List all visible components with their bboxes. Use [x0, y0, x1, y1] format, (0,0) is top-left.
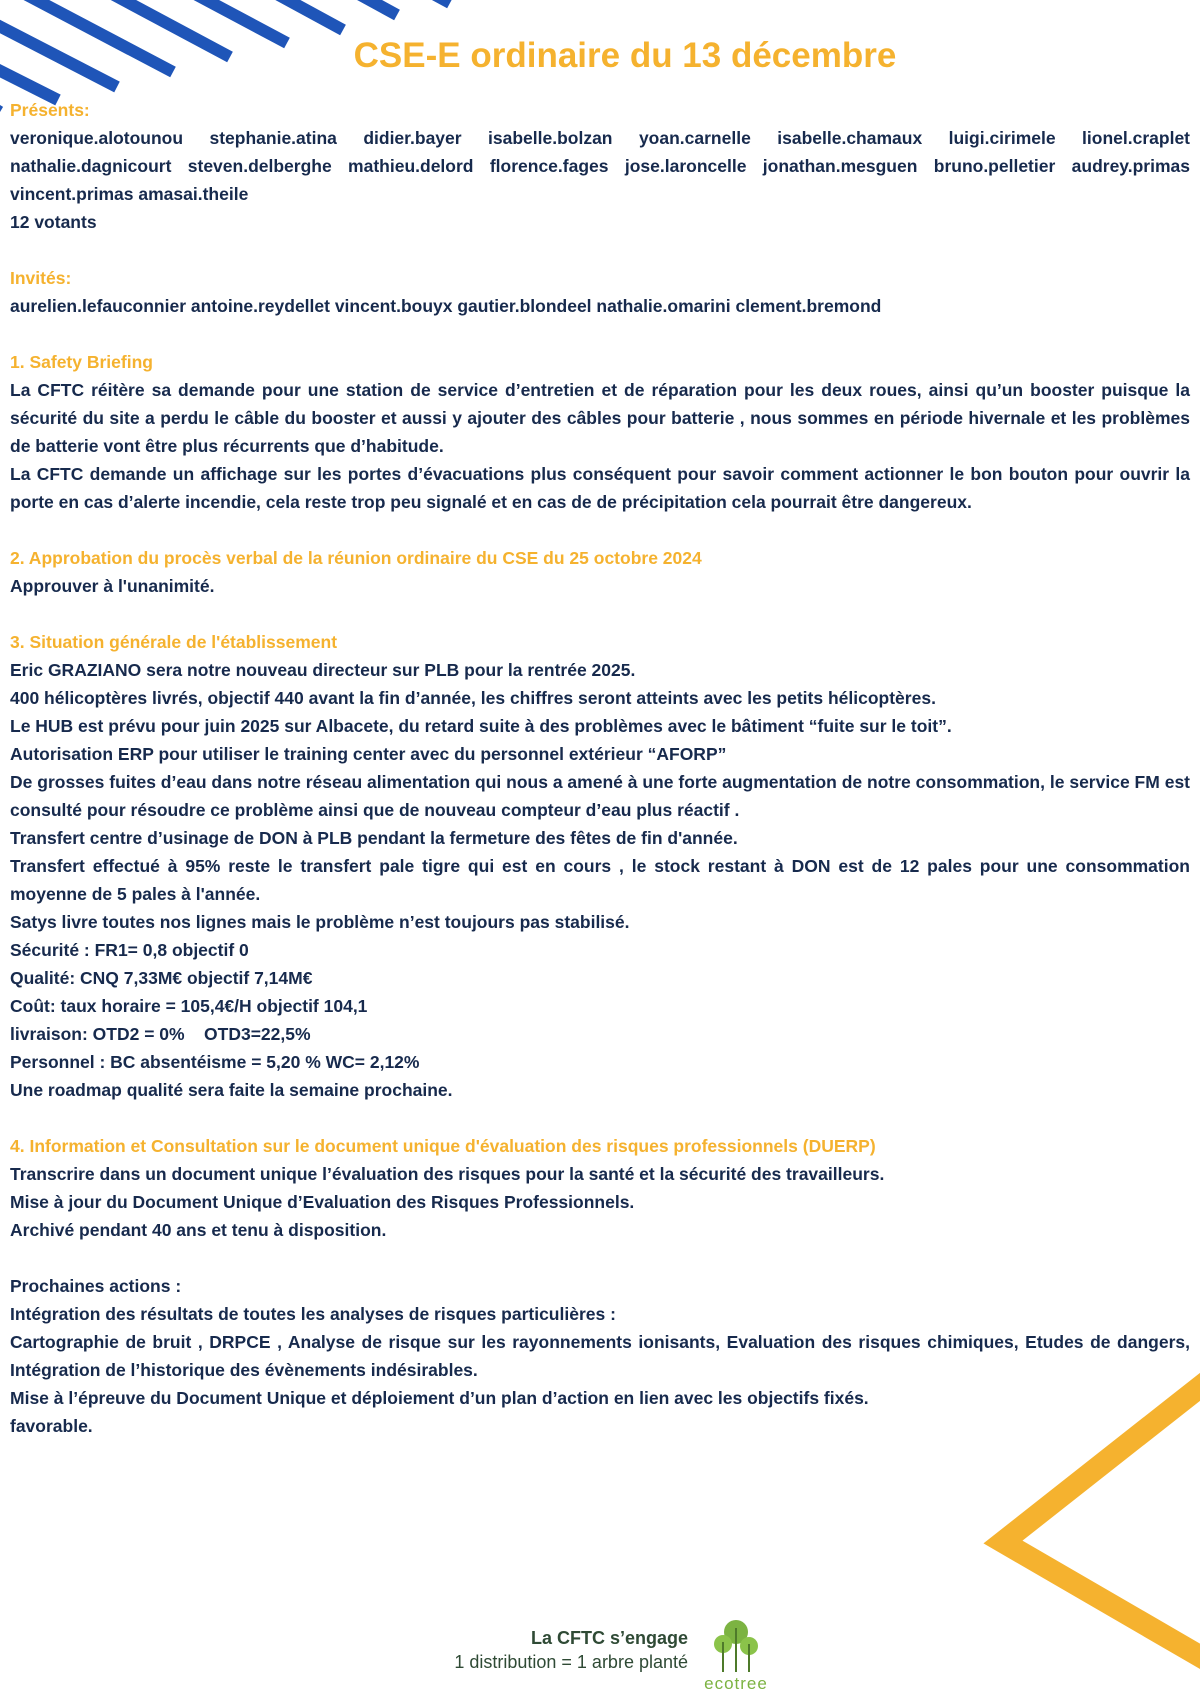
paragraph: Mise à l’épreuve du Document Unique et déploiement d’un plan d’action en lien avec les objectifs fixés. [10, 1388, 869, 1408]
footer-line2: 1 distribution = 1 arbre planté [454, 1652, 688, 1672]
ecotree-logo [696, 1618, 776, 1694]
section-heading: 1. Safety Briefing [10, 352, 153, 372]
ecotree-logo-text: ecotree [704, 1674, 768, 1693]
attendees-list: veronique.alotounou stephanie.atina didier.bayer isabelle.bolzan yoan.carnelle isabelle.chamaux luigi.cirimele lionel.craplet nathalie.dagnicourt steven.delberghe mathieu.delord florence.fages jose.laroncelle jonathan.mesguen bruno.pelletier audrey.primas vincent.primas amasai.theile [10, 128, 1190, 204]
section-heading: Présents: [10, 100, 90, 120]
paragraph: De grosses fuites d’eau dans notre réseau alimentation qui nous a amené à une forte augmentation de notre consommation, le service FM est consulté pour résoudre ce problème ainsi que de nouveau compteur d’eau plus réactif . [10, 772, 1190, 820]
paragraph: Intégration des résultats de toutes les analyses de risques particulières : [10, 1304, 616, 1324]
kpi-securite: Sécurité : FR1= 0,8 objectif 0 [10, 940, 249, 960]
kpi-personnel: Personnel : BC absentéisme = 5,20 % WC= 2,12% [10, 1052, 420, 1072]
paragraph: Cartographie de bruit , DRPCE , Analyse de risque sur les rayonnements ionisants, Evaluation des risques chimiques, Etudes de dangers, Intégration de l’historique des évènements indésirables. [10, 1332, 1190, 1380]
section-safety-briefing [10, 348, 1190, 516]
voters-count: 12 votants [10, 212, 97, 232]
kpi-livraison: livraison: OTD2 = 0% OTD3=22,5% [10, 1024, 311, 1044]
paragraph: Autorisation ERP pour utiliser le training center avec du personnel extérieur “AFORP” [10, 744, 727, 764]
section-duerp [10, 1132, 1190, 1244]
paragraph: Transfert centre d’usinage de DON à PLB pendant la fermeture des fêtes de fin d'année. [10, 828, 738, 848]
paragraph: 400 hélicoptères livrés, objectif 440 avant la fin d’année, les chiffres seront atteints avec les petits hélicoptères. [10, 688, 936, 708]
paragraph: Archivé pendant 40 ans et tenu à disposition. [10, 1220, 387, 1240]
tree-icon [696, 1618, 776, 1674]
footer-pledge [380, 1626, 688, 1674]
paragraph: Transfert effectué à 95% reste le transfert pale tigre qui est en cours , le stock restant à DON est de 12 pales pour une consommation moyenne de 5 pales à l'année. [10, 856, 1190, 904]
minutes-content [10, 96, 1190, 1468]
section-approbation [10, 544, 1190, 600]
paragraph: La CFTC réitère sa demande pour une station de service d’entretien et de réparation pour les deux roues, ainsi qu’un booster puisque la sécurité du site a perdu le câble du booster et aussi y ajouter des câbles pour batterie , nous sommes en période hivernale et les problèmes de batterie vont être plus récurrents que d’habitude. [10, 380, 1190, 456]
verdict: favorable. [10, 1416, 93, 1436]
page-title: CSE-E ordinaire du 13 décembre [353, 36, 897, 75]
paragraph: Une roadmap qualité sera faite la semaine prochaine. [10, 1080, 453, 1100]
paragraph: Transcrire dans un document unique l’évaluation des risques pour la santé et la sécurité des travailleurs. [10, 1164, 885, 1184]
paragraph: Eric GRAZIANO sera notre nouveau directeur sur PLB pour la rentrée 2025. [10, 660, 636, 680]
paragraph: Approuver à l'unanimité. [10, 576, 215, 596]
footer-line1: La CFTC s’engage [530, 1628, 688, 1648]
section-presents [10, 96, 1190, 236]
section-prochaines-actions [10, 1272, 1190, 1440]
section-heading: 3. Situation générale de l'établissement [10, 632, 338, 652]
section-heading: 4. Information et Consultation sur le document unique d'évaluation des risques professionnels (DUERP) [10, 1136, 876, 1156]
paragraph: Satys livre toutes nos lignes mais le problème n’est toujours pas stabilisé. [10, 912, 630, 932]
kpi-qualite: Qualité: CNQ 7,33M€ objectif 7,14M€ [10, 968, 313, 988]
section-heading: 2. Approbation du procès verbal de la réunion ordinaire du CSE du 25 octobre 2024 [10, 548, 702, 568]
section-situation-generale [10, 628, 1190, 1104]
section-heading: Invités: [10, 268, 72, 288]
paragraph: Mise à jour du Document Unique d’Evaluation des Risques Professionnels. [10, 1192, 635, 1212]
section-invites [10, 264, 1190, 320]
paragraph: La CFTC demande un affichage sur les portes d’évacuations plus conséquent pour savoir comment actionner le bon bouton pour ouvrir la porte en cas d’alerte incendie, cela reste trop peu signalé et en cas de de précipitation cela pourrait être dangereux. [10, 464, 1190, 512]
guests-list: aurelien.lefauconnier antoine.reydellet vincent.bouyx gautier.blondeel nathalie.omarini clement.bremond [10, 296, 882, 316]
kpi-cout: Coût: taux horaire = 105,4€/H objectif 104,1 [10, 996, 368, 1016]
paragraph: Le HUB est prévu pour juin 2025 sur Albacete, du retard suite à des problèmes avec le bâtiment “fuite sur le toit”. [10, 716, 952, 736]
paragraph: Prochaines actions : [10, 1276, 182, 1296]
